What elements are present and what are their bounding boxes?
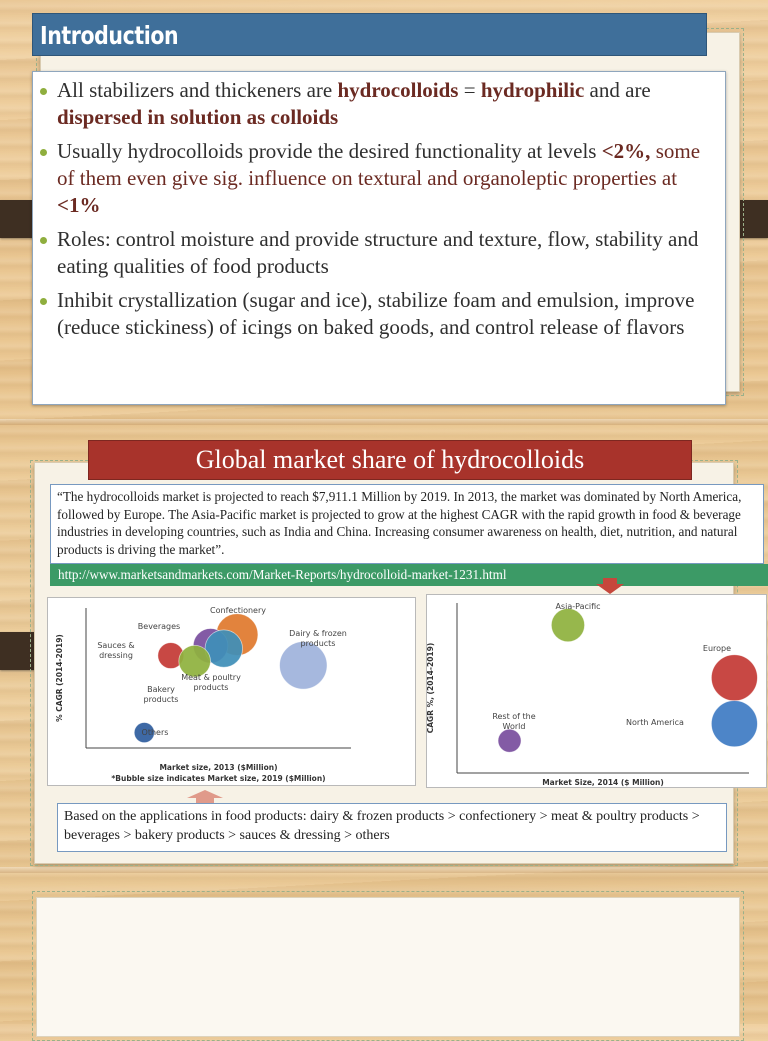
bullet-highlight: <2%, xyxy=(601,139,651,163)
bullet-dot-icon xyxy=(40,237,47,244)
bullet-text: and are xyxy=(584,78,651,102)
slide-separator-bottom xyxy=(0,867,768,873)
bubble-label: Bakery products xyxy=(143,685,179,704)
intro-title: Introduction xyxy=(40,21,179,50)
source-url-link[interactable]: http://www.marketsandmarkets.com/Market-Reports/hydrocolloid-market-1231.html xyxy=(50,564,768,586)
arrow-up-icon xyxy=(187,790,223,804)
bullet-text: All stabilizers and thickeners are xyxy=(57,78,338,102)
bullet-functionality xyxy=(57,138,711,219)
bubble-label: Confectionery xyxy=(210,606,266,615)
application-bubble-svg xyxy=(48,598,417,787)
bubble-point xyxy=(551,608,584,641)
bubble-label: Meat & poultry products xyxy=(181,673,241,692)
y-axis-label: CAGR %, (2014-2019) xyxy=(426,642,435,734)
bubble-label: Rest of the World xyxy=(492,712,536,731)
application-ranking-text: Based on the applications in food products: dairy & frozen products > confectionery > meat & poultry products > beverages > bakery products > sauces & dressing > others xyxy=(57,803,727,852)
bullet-highlight: dispersed in solution as colloids xyxy=(57,105,339,129)
bullet-text: = xyxy=(458,78,481,102)
bubble-label: Others xyxy=(141,728,169,737)
intro-header-bar xyxy=(32,13,707,56)
bubble-label: Sauces & dressing xyxy=(97,641,135,660)
bullet-highlight: <1% xyxy=(57,193,101,217)
next-slide-panel xyxy=(36,897,740,1037)
bubble-point xyxy=(711,655,757,701)
bullet-text: Inhibit crystallization (sugar and ice), stabilize foam and emulsion, improve (reduce stickiness) of icings on baked goods, and control release of flavors xyxy=(57,288,695,339)
bullet-highlight: hydrocolloids xyxy=(337,78,459,102)
bubble-label: North America xyxy=(626,718,684,727)
bubble-label: Asia-Pacific xyxy=(555,602,601,611)
bubble-point xyxy=(711,701,757,747)
application-bubble-chart xyxy=(47,597,416,786)
bubble-point xyxy=(280,642,328,690)
bullet-dot-icon xyxy=(40,298,47,305)
bubble-size-note: *Bubble size indicates Market size, 2019 ($Million) xyxy=(111,774,326,783)
bullet-highlight: hydrophilic xyxy=(480,78,585,102)
bubble-label: Dairy & frozen products xyxy=(289,629,347,648)
bubble-label: Europe xyxy=(702,644,732,653)
slide-tab-left-1 xyxy=(0,200,34,238)
bullet-text: Roles: control moisture and provide structure and texture, flow, stability and eating qualities of food products xyxy=(57,227,699,278)
region-bubble-svg xyxy=(427,595,768,789)
slide-separator-top xyxy=(0,419,768,425)
x-axis-label: Market Size, 2014 ($ Million) xyxy=(542,778,664,787)
market-slide-title: Global market share of hydrocolloids xyxy=(88,440,692,480)
bubble-point xyxy=(498,729,521,752)
x-axis-label: Market size, 2013 ($Million) xyxy=(159,763,278,772)
bullet-dot-icon xyxy=(40,88,47,95)
bullet-text-colored: some of them even give sig. influence on textural and organoleptic properties at xyxy=(57,139,701,190)
bullet-roles xyxy=(57,226,711,280)
bullet-inhibit xyxy=(57,287,711,341)
bullet-text: Usually hydrocolloids provide the desired functionality at levels xyxy=(57,139,602,163)
y-axis-label: % CAGR (2014-2019) xyxy=(55,634,64,722)
intro-bullet-box xyxy=(32,71,726,405)
bullet-hydrocolloids xyxy=(57,77,711,131)
region-bubble-chart xyxy=(426,594,767,788)
arrow-down-icon xyxy=(596,578,624,594)
bullet-dot-icon xyxy=(40,149,47,156)
market-quote: “The hydrocolloids market is projected to reach $7,911.1 Million by 2019. In 2013, the market was dominated by North America, followed by Europe. The Asia-Pacific market is projected to grow at the highest CAGR with the rapid growth in food & beverage industries in developing countries, such as India and China. Increasing consumer awareness on health, diet, nutrition, and natural products is driving the market”. xyxy=(50,484,764,564)
bubble-label: Beverages xyxy=(137,622,181,631)
